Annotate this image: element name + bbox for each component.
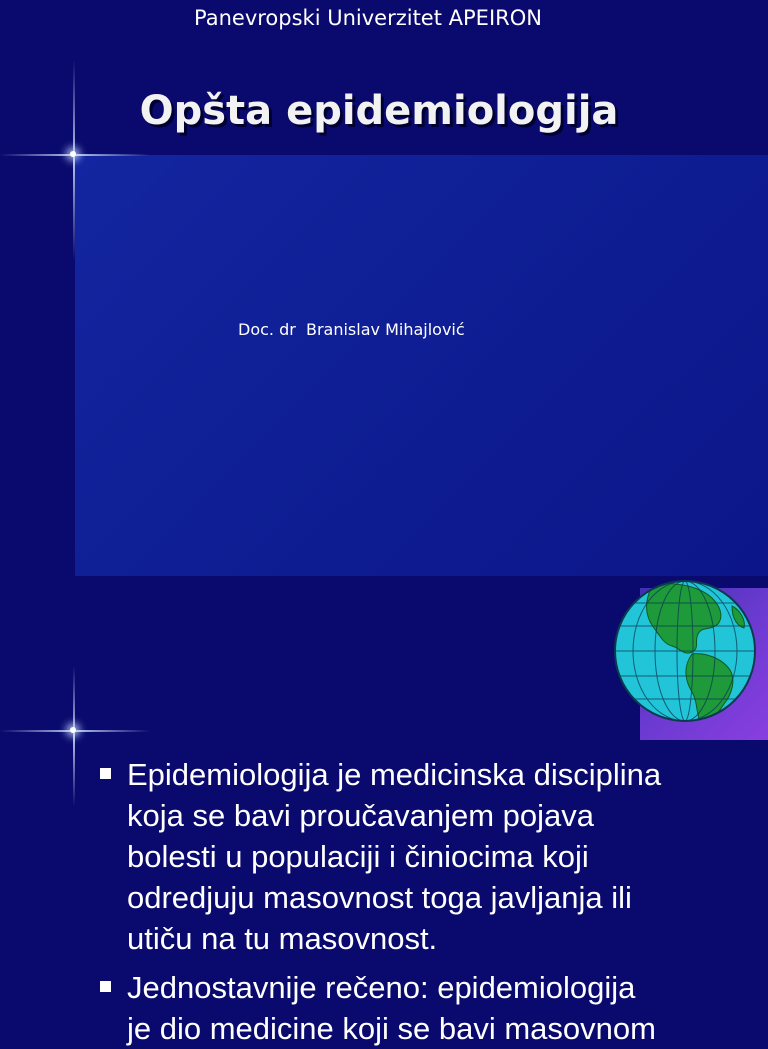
university-name: Panevropski Univerzitet APEIRON bbox=[194, 6, 542, 30]
bullet-line: utiču na tu masovnost. bbox=[127, 921, 438, 956]
author-name: Doc. dr Branislav Mihajlović bbox=[238, 320, 465, 339]
bullet-line: je dio medicine koji se bavi masovnom bbox=[127, 1011, 656, 1046]
light-flare-center bbox=[70, 151, 76, 157]
globe-icon bbox=[612, 576, 762, 726]
bullet-square-icon bbox=[100, 768, 111, 779]
bullet-item bbox=[96, 754, 766, 959]
bullet-list bbox=[96, 754, 766, 1049]
content-slide bbox=[0, 576, 768, 1046]
bullet-item bbox=[96, 967, 766, 1049]
light-flare-vertical bbox=[73, 666, 75, 806]
bullet-line: Jednostavnije rečeno: epidemiologija bbox=[127, 970, 636, 1005]
bullet-line: bolesti u populaciji i činiocima koji bbox=[127, 839, 589, 874]
slide-title: Opšta epidemiologija bbox=[139, 88, 619, 134]
light-flare-center bbox=[70, 727, 76, 733]
bullet-square-icon bbox=[100, 981, 111, 992]
bullet-line: koja se bavi proučavanjem pojava bbox=[127, 798, 594, 833]
content-panel bbox=[75, 155, 768, 576]
bullet-line: Epidemiologija je medicinska disciplina bbox=[127, 757, 662, 792]
bullet-line: odredjuju masovnost toga javljanja ili bbox=[127, 880, 632, 915]
